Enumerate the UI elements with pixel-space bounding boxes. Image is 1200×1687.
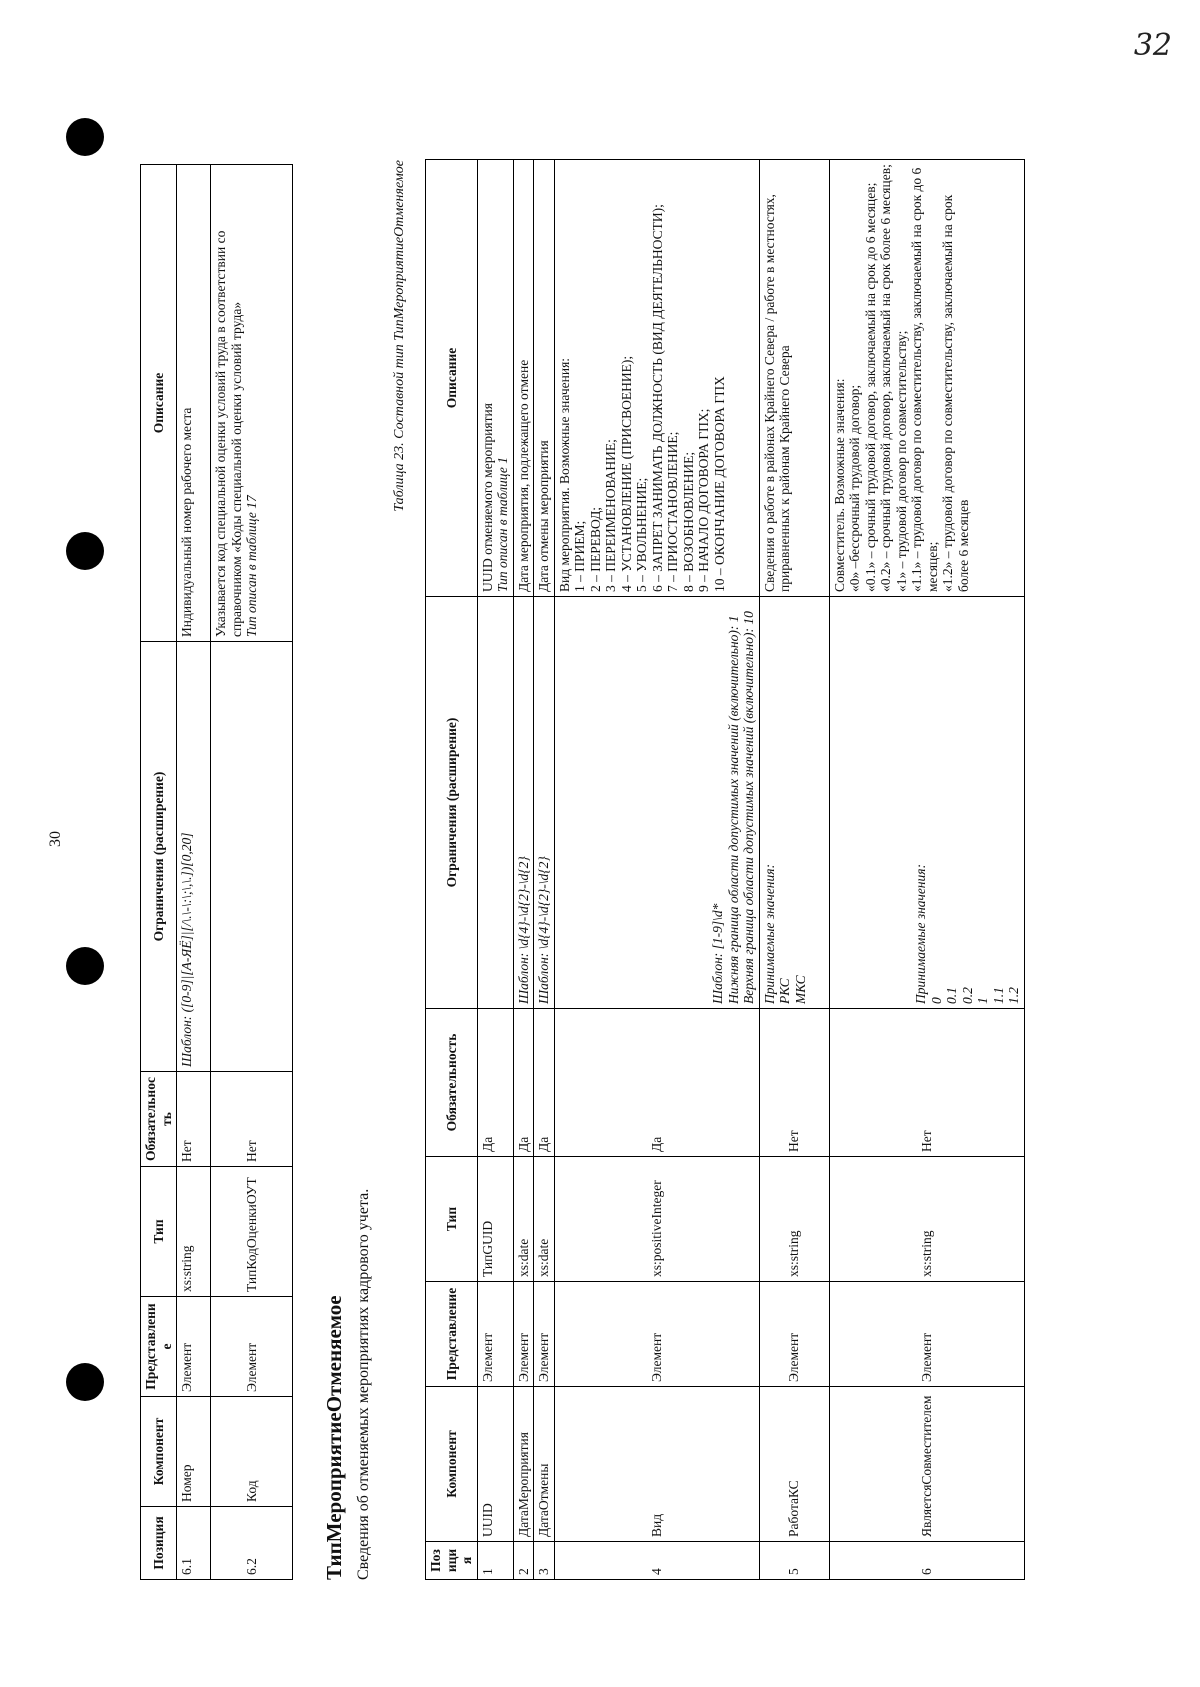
cell-position: 6.2	[211, 1507, 293, 1580]
description-line: 6 – ЗАПРЕТ ЗАНИМАТЬ ДОЛЖНОСТЬ (ВИД ДЕЯТЕЛЬНОСТИ);	[649, 204, 665, 592]
description-line: 4 – УСТАНОВЛЕНИЕ (ПРИСВОЕНИЕ);	[618, 355, 634, 592]
cell-position: 6	[829, 1542, 1024, 1580]
cell-required: Да	[534, 1009, 555, 1157]
cell-type: xs:string	[177, 1167, 211, 1297]
description-line: Совместитель. Возможные значения:	[831, 378, 847, 592]
cell-description	[829, 160, 1024, 597]
table-row	[177, 165, 211, 1580]
header-representation: Представление	[141, 1297, 177, 1397]
restriction-line: 1.2	[1006, 987, 1022, 1004]
handwritten-page-number: 32	[1133, 28, 1172, 63]
cell-position: 5	[759, 1542, 829, 1580]
cell-type: ТипGUID	[477, 1157, 513, 1282]
table-row	[829, 160, 1024, 1580]
header-description: Описание	[141, 165, 177, 642]
cell-restrictions: Шаблон: ([0-9]|[А-ЯЁ]|[/\.\-\:\;\,\.])[0,20]	[177, 642, 211, 1072]
table-continuation	[140, 164, 293, 1580]
binder-hole	[66, 1363, 104, 1401]
binder-hole	[66, 118, 104, 156]
binder-hole	[66, 947, 104, 985]
header-component: Компонент	[426, 1387, 478, 1542]
cell-representation: Элемент	[759, 1282, 829, 1387]
header-type: Тип	[141, 1167, 177, 1297]
description-line: «0» –бессрочный трудовой договор;	[847, 384, 863, 592]
cell-required: Да	[477, 1009, 513, 1157]
cell-description: Дата отмены мероприятия	[534, 160, 555, 597]
header-description: Описание	[426, 160, 478, 597]
description-line: «1» – трудовой договор по совместительству;	[893, 330, 909, 592]
restriction-line: МКС	[792, 975, 808, 1004]
cell-required: Нет	[211, 1072, 293, 1167]
description-line: 10 – ОКОНЧАНИЕ ДОГОВОРА ГПХ	[711, 376, 727, 592]
cell-component: ДатаМероприятия	[513, 1387, 534, 1542]
cell-representation: Элемент	[513, 1282, 534, 1387]
description-text: UUID отменяемого мероприятия	[479, 403, 495, 592]
cell-type: xs:date	[513, 1157, 534, 1282]
cell-description: Сведения о работе в районах Крайнего Севера / работе в местностях, приравненных к районам Крайнего Севера	[759, 160, 829, 597]
cell-component: ЯвляетсяСовместителем	[829, 1387, 1024, 1542]
description-line: «0.1» – срочный трудовой договор, заключаемый на срок до 6 месяцев;	[862, 182, 878, 592]
table-header-row	[426, 160, 478, 1580]
description-note: Тип описан в таблице 1	[495, 457, 511, 592]
cell-representation: Элемент	[554, 1282, 759, 1387]
restriction-line: 0	[928, 997, 944, 1004]
cell-type: ТипКодОценкиОУТ	[211, 1167, 293, 1297]
cell-required: Да	[554, 1009, 759, 1157]
header-restrictions: Ограничения (расширение)	[426, 597, 478, 1009]
header-required: Обязательность	[141, 1072, 177, 1167]
cell-required: Нет	[177, 1072, 211, 1167]
restriction-line: Шаблон: [1-9]\d*	[710, 903, 726, 1004]
cell-description: Дата мероприятия, подлежащего отмене	[513, 160, 534, 597]
cell-description: Индивидуальный номер рабочего места	[177, 165, 211, 642]
cell-representation: Элемент	[211, 1297, 293, 1397]
cell-description	[477, 160, 513, 597]
description-line: «1.1» – трудовой договор по совместительству, заключаемый на срок до 6 месяцев;	[909, 167, 940, 592]
cell-description	[554, 160, 759, 597]
cell-required: Нет	[759, 1009, 829, 1157]
cell-type: xs:positiveInteger	[554, 1157, 759, 1282]
description-line: «0.2» – срочный трудовой договор, заключаемый на срок более 6 месяцев;	[878, 164, 894, 592]
cell-restrictions	[211, 642, 293, 1072]
cell-type: xs:string	[759, 1157, 829, 1282]
cell-component: UUID	[477, 1387, 513, 1542]
cell-representation: Элемент	[534, 1282, 555, 1387]
restriction-line: Нижняя граница области допустимых значений (включительно): 1	[725, 615, 741, 1004]
cell-representation: Элемент	[829, 1282, 1024, 1387]
cell-component: Номер	[177, 1397, 211, 1507]
description-line: 2 – ПЕРЕВОД;	[587, 506, 603, 592]
table-type-definition	[425, 159, 1025, 1580]
cell-restrictions	[477, 597, 513, 1009]
cell-type: xs:date	[534, 1157, 555, 1282]
header-type: Тип	[426, 1157, 478, 1282]
description-line: 3 – ПЕРЕИМЕНОВАНИЕ;	[603, 439, 619, 592]
description-line: Вид мероприятия. Возможные значения:	[556, 357, 572, 592]
cell-component: Вид	[554, 1387, 759, 1542]
cell-type: xs:string	[829, 1157, 1024, 1282]
cell-position: 3	[534, 1542, 555, 1580]
cell-position: 1	[477, 1542, 513, 1580]
table-caption: Таблица 23. Составной тип ТипМероприятиеОтменяемое	[392, 160, 407, 512]
header-representation: Представление	[426, 1282, 478, 1387]
cell-position: 4	[554, 1542, 759, 1580]
header-required: Обязательность	[426, 1009, 478, 1157]
restriction-line: РКС	[777, 978, 793, 1004]
description-line: 9 – НАЧАЛО ДОГОВОРА ГПХ;	[696, 408, 712, 592]
page-number: 30	[47, 831, 64, 847]
description-line: 8 – ВОЗОБНОВЛЕНИЕ;	[680, 451, 696, 592]
cell-component: Код	[211, 1397, 293, 1507]
restriction-line: 1.1	[990, 987, 1006, 1004]
description-line: 5 – УВОЛЬНЕНИЕ;	[634, 477, 650, 592]
header-component: Компонент	[141, 1397, 177, 1507]
section-description: Сведения об отменяемых мероприятиях кадрового учета.	[355, 1188, 372, 1580]
cell-restrictions	[829, 597, 1024, 1009]
cell-position: 6.1	[177, 1507, 211, 1580]
restriction-line: Принимаемые значения:	[761, 863, 777, 1004]
cell-restrictions	[554, 597, 759, 1009]
cell-position: 2	[513, 1542, 534, 1580]
restriction-line: 0.1	[944, 987, 960, 1004]
binder-hole	[66, 532, 104, 570]
cell-restrictions: Шаблон: \d{4}-\d{2}-\d{2}	[513, 597, 534, 1009]
cell-component: ДатаОтмены	[534, 1387, 555, 1542]
section-title: ТипМероприятиеОтменяемое	[322, 1295, 346, 1580]
table-row	[534, 160, 555, 1580]
cell-description	[211, 165, 293, 642]
restriction-line: 1	[975, 997, 991, 1004]
description-line: «1.2» – трудовой договор по совместительству, заключаемый на срок более 6 месяцев	[940, 194, 971, 592]
cell-representation: Элемент	[177, 1297, 211, 1397]
table-row	[759, 160, 829, 1580]
cell-component: РаботаКС	[759, 1387, 829, 1542]
header-position: Позиция	[426, 1542, 478, 1580]
cell-representation: Элемент	[477, 1282, 513, 1387]
table-header-row	[141, 165, 177, 1580]
table-row	[554, 160, 759, 1580]
restriction-line: Верхняя граница области допустимых значений (включительно): 10	[741, 611, 757, 1004]
cell-restrictions: Шаблон: \d{4}-\d{2}-\d{2}	[534, 597, 555, 1009]
restriction-line: 0.2	[959, 987, 975, 1004]
description-line: 7 – ПРИОСТАНОВЛЕНИЕ;	[665, 431, 681, 592]
cell-restrictions	[759, 597, 829, 1009]
restriction-line: Принимаемые значения:	[913, 863, 928, 1004]
table-row	[513, 160, 534, 1580]
rotated-page-content	[140, 160, 1190, 1580]
table-row	[477, 160, 513, 1580]
header-restrictions: Ограничения (расширение)	[141, 642, 177, 1072]
header-position: Позиция	[141, 1507, 177, 1580]
table-row	[211, 165, 293, 1580]
cell-required: Да	[513, 1009, 534, 1157]
description-line: 1 – ПРИЕМ;	[572, 520, 588, 592]
description-text: Указывается код специальной оценки условий труда в соответствии со справочником «Коды специальной оценки условий труда»	[213, 230, 244, 637]
description-note: Тип описан в таблице 17	[244, 495, 260, 637]
cell-required: Нет	[829, 1009, 1024, 1157]
